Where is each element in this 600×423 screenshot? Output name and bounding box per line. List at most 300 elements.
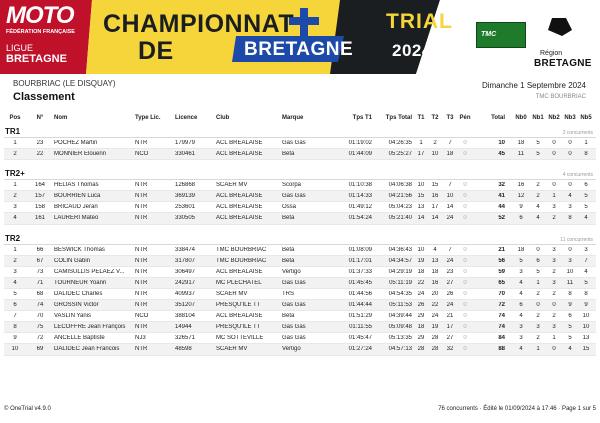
- cell-tps-total: 04:54:35: [388, 290, 412, 297]
- cell-type-lic: NTR: [135, 193, 148, 200]
- cell-pen: 0: [463, 324, 467, 331]
- footer-app: © OneTrial v4.9.0: [4, 406, 51, 412]
- cell-nb3: 11: [566, 279, 574, 286]
- cell-t3: 27: [446, 279, 454, 286]
- cell-t3: 24: [446, 215, 454, 222]
- cell-total: 65: [498, 279, 505, 286]
- cell-nom: BESWICK Thomas: [54, 246, 105, 253]
- cell-nb5: 1: [584, 140, 588, 146]
- cell-nb0: 4: [519, 346, 523, 353]
- cell-total: 84: [498, 335, 505, 342]
- cell-licence: 242917: [175, 279, 196, 286]
- cell-licence: 369139: [175, 193, 196, 200]
- cell-type-lic: NCO: [135, 313, 149, 320]
- cell-nb1: 5: [536, 140, 540, 146]
- region-logo-line2: BRETAGNE: [534, 58, 592, 69]
- cell-type-lic: NTR: [135, 302, 148, 309]
- cell-marque: Gas Gas: [282, 279, 306, 286]
- table-row: [4, 256, 596, 267]
- cell-nom: COLIN Gabin: [54, 257, 91, 264]
- cell-pen: 0: [463, 151, 467, 158]
- table-row: [4, 149, 596, 160]
- cell-tps-total: 04:57:13: [388, 346, 412, 353]
- cell-nb3: 5: [568, 335, 572, 342]
- cell-marque: Gas Gas: [282, 193, 306, 200]
- cell-tps-t1: 01:44:56: [348, 290, 372, 297]
- cell-licence: 330505: [175, 215, 196, 222]
- cell-nom: POCHEZ Martin: [54, 140, 98, 146]
- cell-num: 164: [34, 182, 45, 189]
- cell-nb1: 0: [536, 302, 540, 309]
- cell-nb5: 8: [584, 151, 588, 158]
- cell-t1: 10: [417, 246, 425, 253]
- cell-nb2: 2: [552, 313, 556, 320]
- cell-tps-total: 04:21:56: [388, 193, 412, 200]
- cell-t2: 18: [431, 268, 439, 275]
- cell-nb2: 3: [552, 257, 556, 264]
- table-row: [4, 267, 596, 278]
- cell-marque: Gas Gas: [282, 302, 306, 309]
- cell-nb1: 3: [536, 324, 540, 331]
- table-row: [4, 300, 596, 311]
- cell-tps-t1: 01:51:29: [348, 313, 372, 320]
- cell-t1: 26: [417, 302, 425, 309]
- cell-pos: 2: [13, 193, 17, 200]
- cell-marque: Gas Gas: [282, 335, 306, 342]
- cell-nom: CAMISULLIS PELAEZ V...: [54, 268, 125, 275]
- cell-type-lic: NTR: [135, 182, 148, 189]
- club-logo: [476, 22, 526, 48]
- cell-tps-t1: 01:14:33: [348, 193, 372, 200]
- event-banner: [0, 0, 600, 74]
- table-row: [4, 344, 596, 355]
- cell-nb3: 8: [568, 215, 572, 222]
- cell-nb0: 4: [519, 290, 523, 297]
- cell-pos: 4: [13, 215, 17, 222]
- table-row: [4, 311, 596, 322]
- cell-licence: 253601: [175, 204, 196, 211]
- cell-num: 22: [36, 151, 44, 158]
- cell-t3: 7: [448, 182, 452, 189]
- col-type-lic: Type Lic.: [135, 115, 161, 121]
- category-count: 2 concurrents: [562, 130, 593, 136]
- cell-pen: 0: [463, 290, 467, 297]
- cell-marque: Vertigo: [282, 268, 301, 275]
- cell-nb5: 15: [582, 346, 590, 353]
- cell-type-lic: NTR: [135, 346, 148, 353]
- cell-nb1: 6: [536, 257, 540, 264]
- cell-t1: 29: [417, 313, 425, 320]
- cell-pen: 0: [463, 193, 467, 200]
- cell-club: ACL BREALAISE: [216, 151, 263, 158]
- cell-nb3: 8: [568, 290, 572, 297]
- cell-club: MC PLECHATEL: [216, 279, 262, 286]
- cell-licence: 330461: [175, 151, 196, 158]
- cell-club: PRESQU'ILE TT: [216, 302, 261, 309]
- cell-t3: 24: [446, 257, 454, 264]
- table-header: [4, 111, 596, 124]
- table-row: [4, 180, 596, 191]
- cell-type-lic: NTR: [135, 140, 148, 146]
- cell-nb1: 4: [536, 204, 540, 211]
- cell-tps-total: 05:09:48: [388, 324, 412, 331]
- banner-title-line2: DE: [138, 37, 174, 65]
- cell-t1: 17: [417, 151, 425, 158]
- table-row: [4, 138, 596, 149]
- cell-pos: 3: [13, 204, 17, 211]
- category-header: [4, 231, 596, 245]
- cell-t3: 24: [446, 302, 454, 309]
- cell-pos: 9: [13, 335, 17, 342]
- table-row: [4, 202, 596, 213]
- table-row: [4, 289, 596, 300]
- cell-nb1: 2: [536, 313, 540, 320]
- col-nb0: Nb0: [515, 115, 527, 121]
- cell-total: 52: [498, 215, 505, 222]
- cell-type-lic: NTR: [135, 204, 148, 211]
- cell-licence: 14944: [175, 324, 192, 331]
- cell-nb3: 4: [568, 346, 572, 353]
- cell-total: 21: [498, 246, 505, 253]
- cell-total: 45: [498, 151, 505, 158]
- cell-total: 88: [498, 346, 505, 353]
- cell-t2: 2: [433, 140, 437, 146]
- cell-t1: 18: [417, 324, 425, 331]
- cell-t2: 28: [431, 335, 439, 342]
- categories: [4, 124, 596, 356]
- cell-nb1: 5: [536, 268, 540, 275]
- cell-nb0: 5: [519, 257, 523, 264]
- cell-nb3: 9: [568, 302, 572, 309]
- cell-t1: 14: [417, 215, 425, 222]
- cell-marque: Scorpa: [282, 182, 302, 189]
- cell-num: 66: [36, 246, 44, 253]
- cell-tps-total: 05:25:27: [388, 151, 412, 158]
- cell-licence: 351207: [175, 302, 196, 309]
- cell-t2: 22: [431, 302, 439, 309]
- cell-marque: Beta: [282, 313, 295, 320]
- cell-nb2: 2: [552, 290, 556, 297]
- cell-pos: 1: [13, 140, 17, 146]
- cell-pen: 0: [463, 246, 467, 253]
- cell-nb3: 0: [568, 140, 572, 146]
- cell-nom: LAURERI Mateo: [54, 215, 99, 222]
- cell-club: PRESQU'ILE TT: [216, 324, 261, 331]
- cell-t1: 19: [417, 257, 425, 264]
- table-row: [4, 213, 596, 224]
- table-row: [4, 191, 596, 202]
- cell-num: 73: [36, 268, 44, 275]
- category-name: TR1: [5, 127, 21, 136]
- cell-nom: ANCELLE Baptiste: [54, 335, 105, 342]
- cell-tps-t1: 01:44:09: [348, 151, 372, 158]
- cell-t1: 1: [419, 140, 423, 146]
- cell-nb0: 3: [519, 324, 523, 331]
- cell-tps-total: 05:11:53: [389, 302, 412, 309]
- cell-club: SCAER MV: [216, 346, 248, 353]
- cell-tps-total: 04:34:57: [388, 257, 412, 264]
- cell-nb0: 4: [519, 279, 523, 286]
- cell-marque: Beta: [282, 215, 295, 222]
- region-logo: [532, 14, 592, 70]
- cell-nb0: 12: [517, 193, 525, 200]
- cell-club: ACL BREALAISE: [216, 215, 263, 222]
- cell-nb5: 13: [582, 335, 590, 342]
- col-total: Total: [491, 115, 505, 121]
- cell-num: 161: [34, 215, 45, 222]
- cell-tps-t1: 01:11:55: [349, 324, 372, 331]
- cell-type-lic: NTR: [135, 290, 148, 297]
- cell-tps-total: 05:13:35: [388, 335, 412, 342]
- col-tps-t1: Tps T1: [352, 115, 372, 121]
- category-header: [4, 166, 596, 180]
- cell-t1: 29: [417, 335, 425, 342]
- cell-t2: 14: [431, 215, 439, 222]
- table-row: [4, 278, 596, 289]
- cell-total: 59: [498, 268, 505, 275]
- cell-pen: 0: [463, 335, 467, 342]
- cell-pen: 0: [463, 182, 467, 189]
- cell-t3: 18: [446, 151, 454, 158]
- banner-title-bretagne: BRETAGNE: [244, 39, 354, 60]
- cell-type-lic: NTR: [135, 215, 148, 222]
- col-club: Club: [216, 115, 230, 121]
- cell-nb1: 1: [536, 346, 540, 353]
- cell-licence: 338474: [175, 246, 196, 253]
- cell-nb2: 2: [552, 268, 556, 275]
- cell-t2: 16: [431, 193, 439, 200]
- cell-pen: 0: [463, 302, 467, 309]
- cell-type-lic: NCO: [135, 151, 149, 158]
- cell-num: 68: [36, 290, 44, 297]
- cell-total: 74: [498, 324, 505, 331]
- cell-tps-t1: 01:44:44: [348, 302, 372, 309]
- cell-nb5: 8: [584, 290, 588, 297]
- cell-nom: BRICAUD Jeran: [54, 204, 98, 211]
- cell-club: TMC BOURBRIAC: [216, 246, 267, 253]
- cell-nb5: 7: [584, 257, 588, 264]
- cell-t2: 20: [431, 290, 439, 297]
- results-table: [4, 111, 596, 356]
- cell-nb0: 18: [517, 246, 525, 253]
- cell-club: ACL BREALAISE: [216, 193, 263, 200]
- cell-tps-total: 04:29:19: [388, 268, 412, 275]
- cell-nb5: 5: [584, 279, 588, 286]
- col-pos: Pos: [9, 115, 21, 121]
- cell-nb3: 3: [568, 204, 572, 211]
- cell-tps-t1: 01:17:01: [348, 257, 372, 264]
- cell-nb2: 2: [552, 215, 556, 222]
- cell-nb3: 0: [568, 246, 572, 253]
- cell-club: ACL BREALAISE: [216, 140, 263, 146]
- cell-num: 70: [36, 313, 44, 320]
- ffm-logo: [6, 4, 76, 65]
- cell-t3: 10: [446, 193, 454, 200]
- cell-nb5: 6: [584, 182, 588, 189]
- cell-tps-t1: 01:27:24: [348, 346, 372, 353]
- cell-tps-total: 05:21:40: [388, 215, 412, 222]
- cell-type-lic: NTR: [135, 268, 148, 275]
- cell-nom: GROSSIN Victor: [54, 302, 99, 309]
- cell-t2: 15: [431, 182, 439, 189]
- cell-nom: DALIDEC Jean Francois: [54, 346, 120, 353]
- col-licence: Licence: [175, 115, 198, 121]
- cell-nb2: 1: [552, 193, 556, 200]
- cell-pos: 5: [13, 290, 17, 297]
- cell-num: 74: [36, 302, 44, 309]
- cell-nb3: 0: [568, 182, 572, 189]
- cell-pos: 3: [13, 268, 17, 275]
- cell-t3: 27: [446, 335, 454, 342]
- cell-num: 158: [34, 204, 45, 211]
- cell-nb0: 18: [517, 140, 525, 146]
- cell-licence: 409937: [175, 290, 196, 297]
- cell-tps-total: 04:39:44: [388, 313, 412, 320]
- cell-nb2: 0: [552, 302, 556, 309]
- cell-nb3: 5: [568, 324, 572, 331]
- cell-type-lic: NTR: [135, 257, 148, 264]
- cell-num: 69: [36, 346, 44, 353]
- event-date: Dimanche 1 Septembre 2024: [481, 81, 586, 90]
- cell-marque: Beta: [282, 246, 295, 253]
- cell-nb3: 0: [568, 151, 572, 158]
- cell-t2: 13: [431, 257, 439, 264]
- cell-tps-total: 04:26:35: [388, 140, 412, 146]
- cell-t1: 24: [417, 290, 425, 297]
- cell-t2: 16: [431, 279, 439, 286]
- cell-nb0: 4: [519, 313, 523, 320]
- table-row: [4, 322, 596, 333]
- cell-nb5: 9: [584, 302, 588, 309]
- cell-t1: 18: [417, 268, 425, 275]
- cell-total: 10: [498, 140, 505, 146]
- cell-licence: 388104: [175, 313, 196, 320]
- footer-info: 76 concurrents · Édité le 01/09/2024 à 17:46 · Page 1 sur 5: [438, 406, 596, 412]
- cell-total: 74: [498, 313, 505, 320]
- category-header: [4, 124, 596, 138]
- category-name: TR2+: [5, 169, 25, 179]
- cell-licence: 306497: [175, 268, 196, 275]
- cell-marque: Vertigo: [282, 346, 301, 353]
- cell-pen: 0: [463, 268, 467, 275]
- cell-t1: 10: [417, 182, 425, 189]
- cell-marque: Beta: [282, 257, 295, 264]
- cell-pos: 1: [13, 246, 17, 253]
- col-t2: T2: [431, 115, 439, 121]
- cell-licence: 179979: [175, 140, 196, 146]
- cell-t3: 7: [448, 140, 452, 146]
- cell-nom: BOURRIEN Luca: [54, 193, 101, 200]
- cell-club: TMC BOURBRIAC: [216, 257, 267, 264]
- cell-licence: 326571: [175, 335, 196, 342]
- cell-nb2: 0: [552, 182, 556, 189]
- cell-total: 56: [498, 257, 505, 264]
- table-row: [4, 245, 596, 256]
- cell-nb2: 3: [552, 246, 556, 253]
- cell-type-lic: NTR: [135, 246, 148, 253]
- cell-pos: 2: [13, 257, 17, 264]
- cell-marque: Gas Gas: [282, 324, 306, 331]
- cell-tps-t1: 01:49:12: [348, 204, 372, 211]
- cell-pos: 8: [13, 324, 17, 331]
- cell-tps-t1: 01:54:24: [348, 215, 372, 222]
- cell-t1: 22: [417, 279, 425, 286]
- col-num: N°: [36, 115, 44, 121]
- cell-pen: 0: [463, 313, 467, 320]
- cell-nb0: 3: [519, 268, 523, 275]
- cell-nom: DALIDEC Charles: [54, 290, 103, 297]
- cell-nb0: 3: [519, 335, 523, 342]
- cell-tps-t1: 01:19:02: [348, 140, 372, 146]
- cell-t1: 13: [417, 204, 425, 211]
- cell-tps-t1: 01:10:38: [348, 182, 372, 189]
- cell-total: 72: [498, 302, 505, 309]
- ligue-region: BRETAGNE: [6, 53, 67, 65]
- cell-t2: 24: [431, 313, 439, 320]
- cell-nb0: 6: [519, 215, 523, 222]
- ffm-logo-moto: MOTO: [6, 2, 74, 29]
- cell-nb2: 0: [552, 151, 556, 158]
- cell-pen: 0: [463, 257, 467, 264]
- cell-total: 41: [498, 193, 505, 200]
- cell-nb0: 11: [517, 151, 525, 158]
- cell-nb5: 10: [582, 313, 590, 320]
- cell-tps-t1: 01:45:47: [348, 335, 372, 342]
- cell-pos: 7: [13, 313, 17, 320]
- cell-num: 157: [34, 193, 45, 200]
- cell-t2: 28: [431, 346, 439, 353]
- cell-num: 23: [36, 140, 44, 146]
- cell-t2: 4: [433, 246, 437, 253]
- cell-pos: 6: [13, 302, 17, 309]
- cell-tps-total: 05:04:23: [388, 204, 412, 211]
- cell-num: 72: [36, 335, 44, 342]
- cell-nb2: 1: [552, 335, 556, 342]
- banner-year: 2024: [392, 41, 432, 60]
- cell-nb3: 3: [568, 257, 572, 264]
- cell-nb3: 4: [568, 193, 572, 200]
- table-row: [4, 333, 596, 344]
- col-nb3: Nb3: [564, 115, 576, 121]
- cell-nom: VASLIN Yanis: [54, 313, 92, 320]
- cell-nb2: 3: [552, 324, 556, 331]
- cell-pen: 0: [463, 215, 467, 222]
- cell-nb1: 2: [536, 193, 540, 200]
- cell-club: ACL BREALAISE: [216, 268, 263, 275]
- event-location: BOURBRIAC (LE DISQUAY): [13, 79, 116, 88]
- cell-total: 44: [498, 204, 505, 211]
- cell-t1: 28: [417, 346, 425, 353]
- event-organizer: TMC BOURBRIAC: [535, 94, 586, 100]
- cell-licence: 317807: [175, 257, 196, 264]
- cell-t3: 14: [446, 204, 454, 211]
- col-nb1: Nb1: [532, 115, 544, 121]
- cell-nom: HELIAS Thomas: [54, 182, 99, 189]
- cell-club: MC SOTTEVILLE: [216, 335, 264, 342]
- cell-type-lic: NJ3: [135, 335, 146, 342]
- cell-club: ACL BREALAISE: [216, 313, 263, 320]
- cell-tps-t1: 01:45:45: [348, 279, 372, 286]
- cell-nb5: 4: [584, 215, 588, 222]
- cell-num: 71: [36, 279, 44, 286]
- col-t1: T1: [417, 115, 425, 121]
- cell-licence: 48598: [175, 346, 192, 353]
- cell-pos: 4: [13, 279, 17, 286]
- cell-nb0: 9: [519, 204, 523, 211]
- cell-t3: 7: [448, 246, 452, 253]
- cell-nb1: 2: [536, 290, 540, 297]
- col-pen: Pén: [459, 115, 471, 121]
